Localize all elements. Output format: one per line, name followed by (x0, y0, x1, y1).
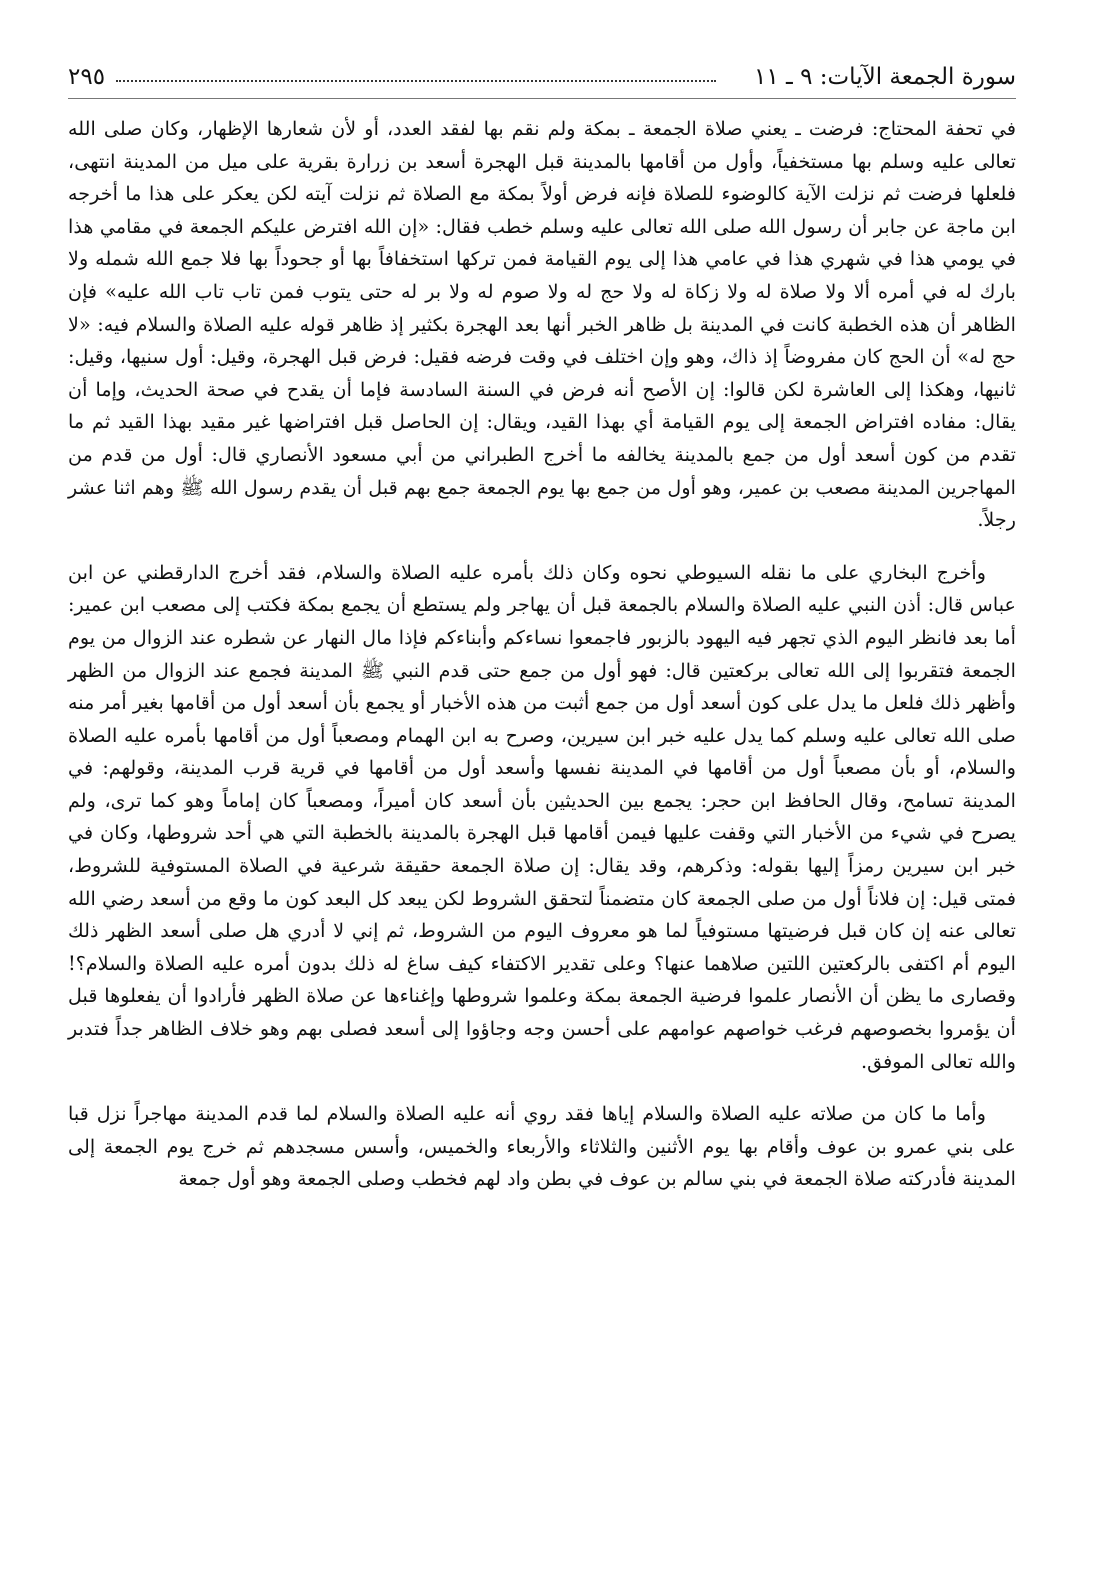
page-number: ٢٩٥ (68, 64, 106, 90)
paragraph-1: في تحفة المحتاج: فرضت ـ يعني صلاة الجمعة ـ بمكة ولم نقم بها لفقد العدد، أو لأن شعارها الإظهار، وكان صلى الله تعالى عليه وسلم بها مستخفياً، وأول من أقامها بالمدينة قبل الهجرة أسعد بن زرارة بقرية على ميل من المدينة انتهى، فلعلها فرضت ثم نزلت الآية كالوضوء للصلاة فإنه فرض أولاً بمكة مع الصلاة ثم نزلت آيته لكن يعكر على هذا ما أخرجه ابن ماجة عن جابر أن رسول الله صلى الله تعالى عليه وسلم خطب فقال: «إن الله افترض عليكم الجمعة في مقامي هذا في يومي هذا في شهري هذا في عامي هذا إلى يوم القيامة فمن تركها استخفافاً بها أو جحوداً بها فلا جمع الله شمله ولا بارك له في أمره ألا ولا صلاة له ولا زكاة له ولا حج له ولا صوم له ولا بر له حتى يتوب فمن تاب تاب الله عليه» فإن الظاهر أن هذه الخطبة كانت في المدينة بل ظاهر الخبر أنها بعد الهجرة بكثير إذ ظاهر قوله عليه الصلاة والسلام فيه: «لا حج له» أن الحج كان مفروضاً إذ ذاك، وهو وإن اختلف في وقت فرضه فقيل: فرض قبل الهجرة، وقيل: أول سنيها، وقيل: ثانيها، وهكذا إلى العاشرة لكن قالوا: إن الأصح أنه فرض في السنة السادسة فإما أن يقدح في صحة الحديث، وإما أن يقال: مفاده افتراض الجمعة إلى يوم القيامة أي بهذا القيد، ويقال: إن الحاصل قبل افتراضها غير مقيد بهذا القيد ثم ما تقدم من كون أسعد أول من جمع بالمدينة يخالفه ما أخرج الطبراني من أبي مسعود الأنصاري قال: أول من قدم من المهاجرين المدينة مصعب بن عمير، وهو أول من جمع بها يوم الجمعة جمع بهم قبل أن يقدم رسول الله ﷺ وهم اثنا عشر رجلاً. (68, 117, 1016, 532)
paragraph-2: وأخرج البخاري على ما نقله السيوطي نحوه وكان ذلك بأمره عليه الصلاة والسلام، فقد أخرج الدارقطني عن ابن عباس قال: أذن النبي عليه الصلاة والسلام بالجمعة قبل أن يهاجر ولم يستطع أن يجمع بمكة فكتب إلى مصعب ابن عمير: أما بعد فانظر اليوم الذي تجهر فيه اليهود بالزبور فاجمعوا نساءكم وأبناءكم فإذا مال النهار عن شطره عند الزوال من يوم الجمعة فتقربوا إلى الله تعالى بركعتين قال: فهو أول من جمع حتى قدم النبي ﷺ المدينة فجمع عند الزوال من الظهر وأظهر ذلك فلعل ما يدل على كون أسعد أول من جمع أثبت من هذه الأخبار أو يجمع بأن أسعد أول من أقامها بغير أمر منه صلى الله تعالى عليه وسلم كما يدل عليه خبر ابن سيرين، وصرح به ابن الهمام ومصعباً أول من أقامها بأمره عليه الصلاة والسلام، أو بأن مصعباً أول من أقامها في المدينة نفسها وأسعد أول من أقامها في قرية قرب المدينة، وقولهم: في المدينة تسامح، وقال الحافظ ابن حجر: يجمع بين الحديثين بأن أسعد كان أميراً، ومصعباً كان إماماً وهو كما ترى، ولم يصرح في شيء من الأخبار التي وقفت عليها فيمن أقامها قبل الهجرة بالمدينة بالخطبة التي هي أحد شروطها، وكان في خبر ابن سيرين رمزاً إليها بقوله: وذكرهم، وقد يقال: إن صلاة الجمعة حقيقة شرعية في الصلاة المستوفية للشروط، فمتى قيل: إن فلاناً أول من صلى الجمعة كان متضمناً لتحقق الشروط لكن يبعد كل البعد كون ما وقع من أسعد رضي الله تعالى عنه إن كان قبل فرضيتها مستوفياً لما هو معروف اليوم من الشروط، ثم إني لا أدري هل صلى أسعد الظهر ذلك اليوم أم اكتفى بالركعتين اللتين صلاهما عنها؟ وعلى تقدير الاكتفاء كيف ساغ له ذلك بدون أمره عليه الصلاة والسلام؟! وقصارى ما يظن أن الأنصار علموا فرضية الجمعة بمكة وعلموا شروطها وإغناءها عن صلاة الظهر فأرادوا أن يفعلوها قبل أن يؤمروا بخصوصهم فرغب خواصهم عوامهم على أحسن وجه وجاؤوا إلى أسعد فصلى بهم وهو خلاف الظاهر جداً فتدبر والله تعالى الموفق. (68, 560, 1016, 1073)
body-text (68, 113, 1016, 1196)
book-page (68, 58, 1016, 1538)
paragraph-3: وأما ما كان من صلاته عليه الصلاة والسلام إياها فقد روي أنه عليه الصلاة والسلام لما قدم المدينة مهاجراً نزل قبا على بني عمرو بن عوف وأقام بها يوم الأثنين والثلاثاء والأربعاء والخميس، وأسس مسجدهم ثم خرج يوم الجمعة إلى المدينة فأدركته صلاة الجمعة في بني سالم بن عوف في بطن واد لهم فخطب وصلى الجمعة وهو أول جمعة (68, 1102, 1016, 1191)
header-dotted-leader (116, 80, 716, 82)
page-header (68, 58, 1016, 99)
running-title: سورة الجمعة الآيات: ٩ ـ ١١ (754, 64, 1016, 90)
